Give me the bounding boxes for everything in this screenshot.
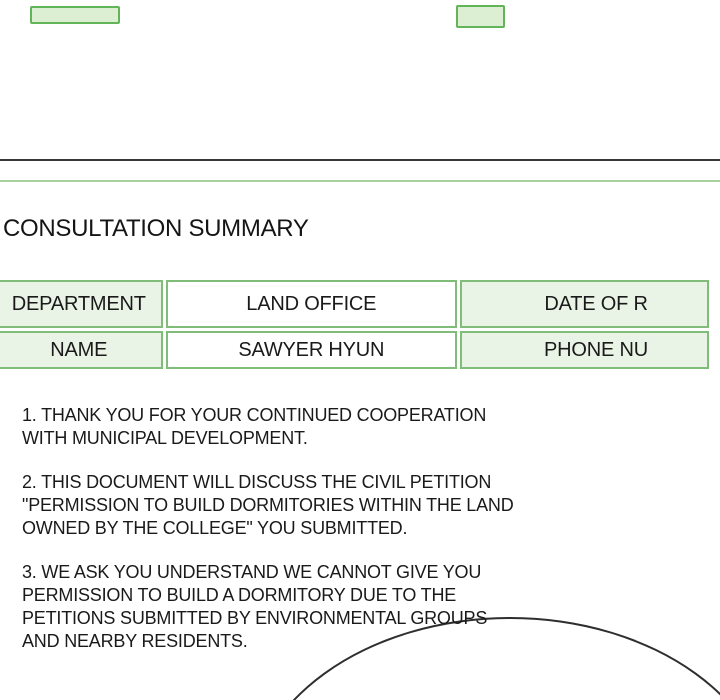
paragraph-1 [22, 404, 514, 450]
table-row [0, 280, 709, 328]
paragraph-3 [22, 561, 514, 653]
paragraph-line: PETITIONS SUBMITTED BY ENVIRONMENTAL GROUPS [22, 608, 488, 628]
date-of-receipt-label-cell: DATE OF R [460, 280, 709, 328]
page-title: CONSULTATION SUMMARY [3, 215, 309, 242]
green-box-fragment-left [30, 6, 120, 24]
name-value-cell: SAWYER HYUN [166, 331, 458, 369]
department-value-cell: LAND OFFICE [166, 280, 458, 328]
paragraph-line: AND NEARBY RESIDENTS. [22, 631, 248, 651]
name-label-cell: NAME [0, 331, 163, 369]
green-box-fragment-right [456, 5, 505, 28]
phone-number-label-cell: PHONE NU [460, 331, 709, 369]
paragraph-line: 2. THIS DOCUMENT WILL DISCUSS THE CIVIL PETITION [22, 472, 492, 492]
department-label-cell: DEPARTMENT [0, 280, 163, 328]
paragraph-2 [22, 471, 514, 540]
paragraph-line: "PERMISSION TO BUILD DORMITORIES WITHIN THE LAND [22, 495, 514, 515]
paragraph-line: 3. WE ASK YOU UNDERSTAND WE CANNOT GIVE YOU [22, 562, 482, 582]
panel-divider-line [0, 159, 720, 161]
paragraph-line: WITH MUNICIPAL DEVELOPMENT. [22, 428, 308, 448]
table-row [0, 331, 709, 369]
paragraph-line: 1. THANK YOU FOR YOUR CONTINUED COOPERATION [22, 405, 487, 425]
paragraph-line: OWNED BY THE COLLEGE" YOU SUBMITTED. [22, 518, 408, 538]
document-body [22, 404, 514, 674]
document-top-border-line [0, 180, 720, 182]
paragraph-line: PERMISSION TO BUILD A DORMITORY DUE TO THE [22, 585, 457, 605]
summary-table [0, 277, 712, 372]
